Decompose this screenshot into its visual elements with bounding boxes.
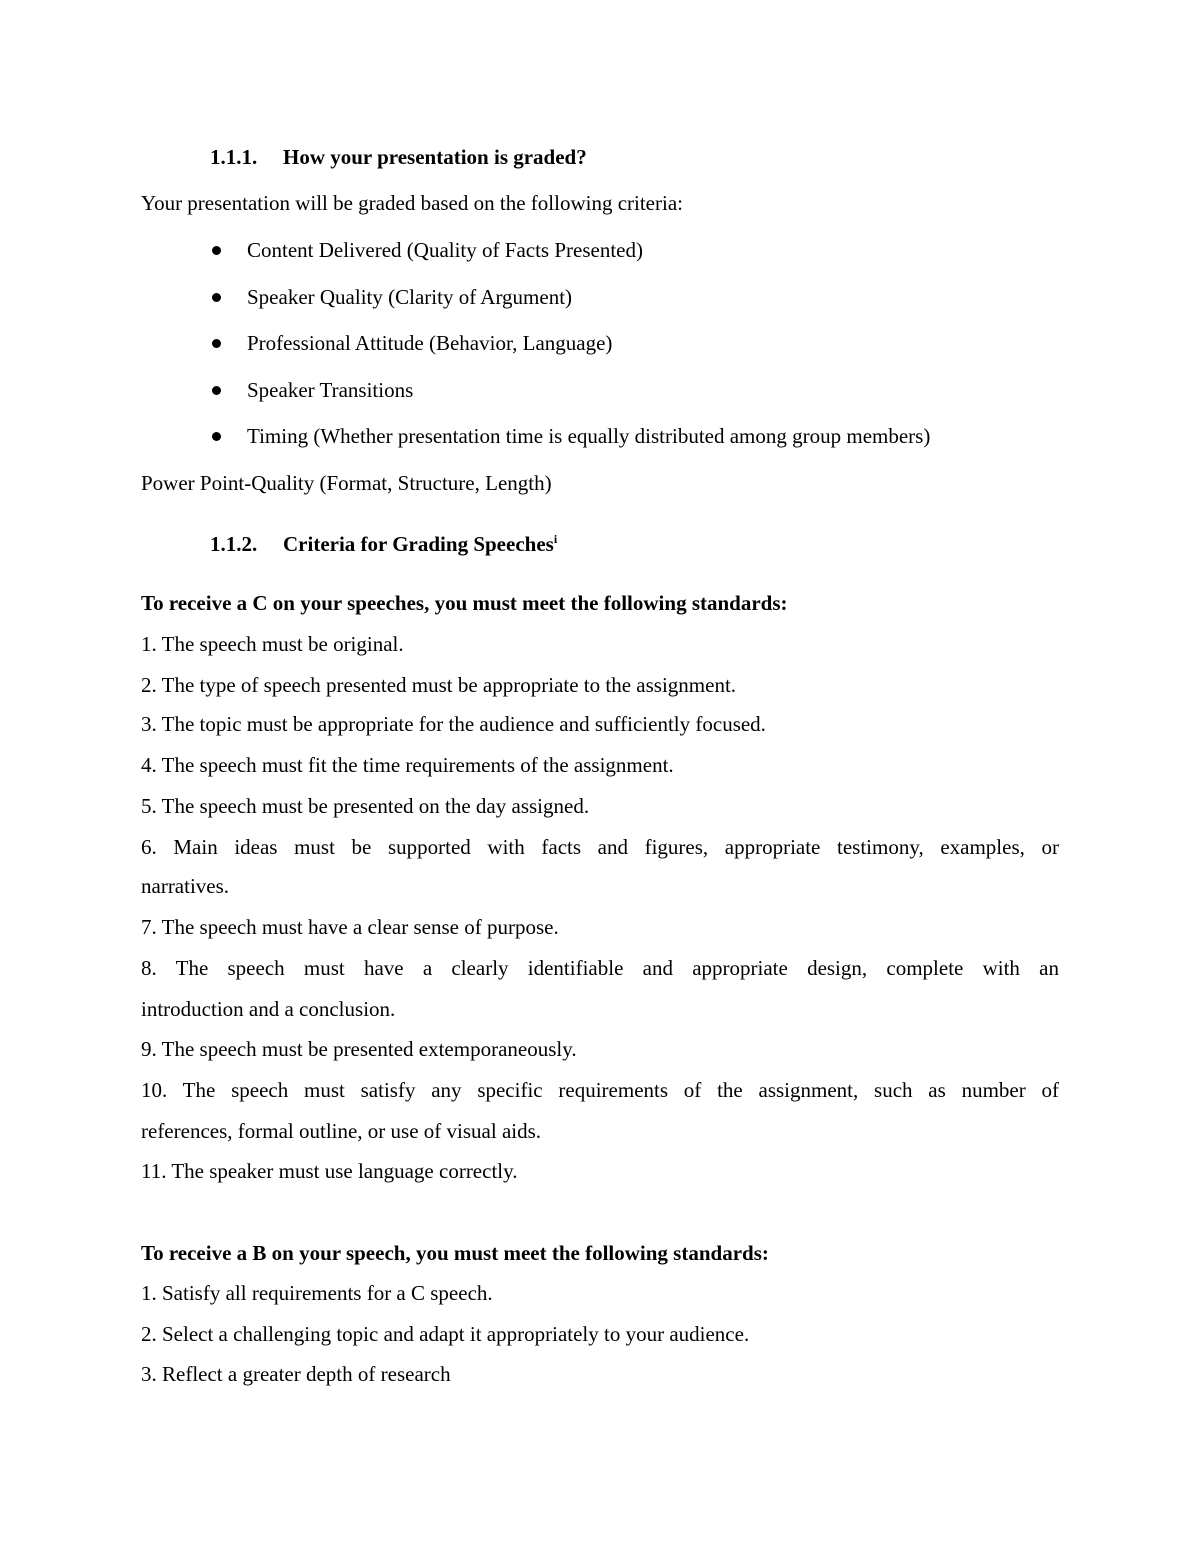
section-heading-1-1-2 [210, 530, 557, 558]
c-criteria-item: 6. Main ideas must be supported with facts and figures, appropriate testimony, examples, or [141, 835, 1059, 859]
section-number: 1.1.1. [210, 145, 258, 169]
c-criteria-item: 10. The speech must satisfy any specific requirements of the assignment, such as number of [141, 1078, 1059, 1102]
b-criteria-item: 3. Reflect a greater depth of research [141, 1362, 451, 1386]
bullet-icon [212, 432, 221, 441]
c-criteria-item: 1. The speech must be original. [141, 632, 404, 656]
bullet-text: Professional Attitude (Behavior, Language) [247, 331, 613, 355]
c-criteria-item: 8. The speech must have a clearly identifiable and appropriate design, complete with an [141, 956, 1059, 980]
bullet-text: Timing (Whether presentation time is equally distributed among group members) [247, 424, 931, 448]
c-criteria-item: 7. The speech must have a clear sense of purpose. [141, 915, 559, 939]
bullet-text: Speaker Transitions [247, 378, 414, 402]
c-criteria-item: 9. The speech must be presented extemporaneously. [141, 1037, 577, 1061]
section-title: Criteria for Grading Speeches [283, 532, 554, 556]
c-criteria-item: 3. The topic must be appropriate for the audience and sufficiently focused. [141, 712, 766, 736]
bullet-icon [212, 339, 221, 348]
section-heading-1-1-1 [210, 143, 587, 171]
c-criteria-item: 2. The type of speech presented must be appropriate to the assignment. [141, 673, 737, 697]
c-criteria-item-continuation: narratives. [141, 874, 230, 898]
c-criteria-item: 11. The speaker must use language correctly. [141, 1159, 518, 1183]
bullet-text: Speaker Quality (Clarity of Argument) [247, 285, 573, 309]
c-criteria-item: 4. The speech must fit the time requirements of the assignment. [141, 753, 674, 777]
bullet-icon [212, 386, 221, 395]
c-grade-heading: To receive a C on your speeches, you must meet the following standards: [141, 591, 788, 615]
b-grade-heading: To receive a B on your speech, you must meet the following standards: [141, 1241, 769, 1265]
c-criteria-item-continuation: introduction and a conclusion. [141, 997, 396, 1021]
section-number: 1.1.2. [210, 532, 258, 556]
section-title: How your presentation is graded? [283, 145, 587, 169]
bullet-icon [212, 293, 221, 302]
bullet-text: Content Delivered (Quality of Facts Presented) [247, 238, 643, 262]
trailing-paragraph: Power Point-Quality (Format, Structure, Length) [141, 471, 552, 495]
footnote-mark: i [553, 532, 558, 546]
c-criteria-item: 5. The speech must be presented on the day assigned. [141, 794, 590, 818]
bullet-icon [212, 246, 221, 255]
intro-paragraph: Your presentation will be graded based on the following criteria: [141, 191, 683, 215]
c-criteria-item-continuation: references, formal outline, or use of visual aids. [141, 1119, 542, 1143]
b-criteria-item: 2. Select a challenging topic and adapt it appropriately to your audience. [141, 1322, 750, 1346]
b-criteria-item: 1. Satisfy all requirements for a C speech. [141, 1281, 493, 1305]
